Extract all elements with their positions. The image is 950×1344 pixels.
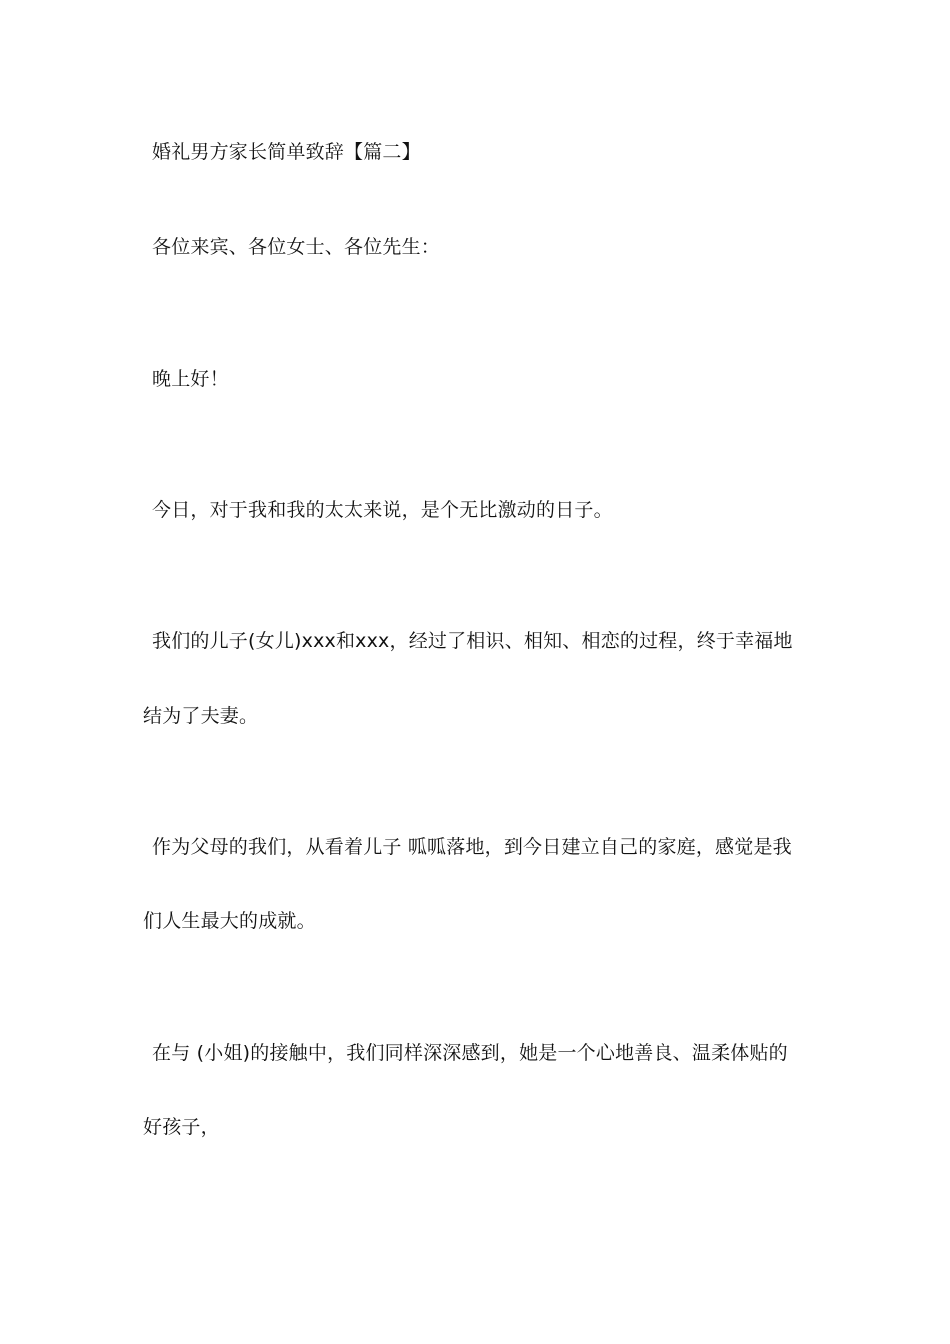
paragraph-1: 今日，对于我和我的太太来说，是个无比激动的日子。: [152, 499, 613, 521]
paragraph-3-line-1: 作为父母的我们，从看着儿子 呱呱落地，到今日建立自己的家庭，感觉是我: [152, 836, 792, 858]
opening-line: 晚上好！: [152, 368, 229, 390]
paragraph-4-line-2: 好孩子，: [143, 1116, 220, 1138]
greeting: 各位来宾、各位女士、各位先生：: [152, 236, 441, 258]
paragraph-4-line-1: 在与 (小姐)的接触中，我们同样深深感到，她是一个心地善良、温柔体贴的: [152, 1042, 788, 1064]
document-title: 婚礼男方家长简单致辞【篇二】: [152, 141, 421, 163]
paragraph-2-line-2: 结为了夫妻。: [143, 705, 259, 727]
paragraph-2-line-1: 我们的儿子(女儿)xxx和xxx，经过了相识、相知、相恋的过程，终于幸福地: [152, 630, 793, 652]
paragraph-3-line-2: 们人生最大的成就。: [143, 910, 316, 932]
